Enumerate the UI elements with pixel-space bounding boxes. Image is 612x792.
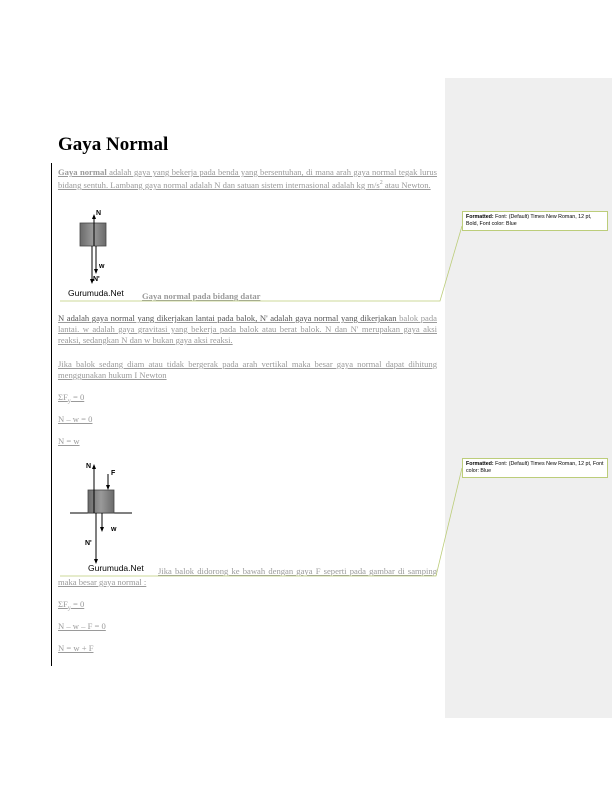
format-comment-label: Formatted: (466, 214, 494, 220)
intro-bold-lead: Gaya normal (58, 167, 107, 177)
equation-line-2b: N – w – F = 0 (58, 621, 106, 631)
watermark: Gurumuda.Net (68, 288, 124, 298)
page-title: Gaya Normal (58, 134, 169, 155)
connector-line-1 (60, 226, 462, 301)
label-N-prime: N' (93, 276, 100, 283)
figure1-caption: Gaya normal pada bidang datar (142, 291, 261, 301)
format-comment-label: Formatted: (466, 461, 494, 467)
equation-line-1b: N – w = 0 (58, 414, 93, 424)
label-N: N (96, 210, 102, 217)
paragraph-forces-rest: balok pada lantai. w adalah gaya gravitasi yang bekerja pada balok atau berat balok. N dan N' merupakan gaya aksi reaksi, sedangkan N dan w bukan gaya aksi reaksi. (58, 313, 437, 345)
paragraph-newton: Jika balok sedang diam atau tidak bergerak pada arah vertikal maka besar gaya normal dapat dihitung menggunakan hukum I Newton (58, 359, 437, 380)
equation-sum-2-prefix: ΣF (58, 599, 68, 609)
equation-sum-2-suffix: = 0 (70, 599, 85, 609)
format-comment-text: Font: (Default) Times New Roman, 12 pt, Bold, Font color: Blue (466, 214, 592, 227)
label-N: N (86, 463, 92, 470)
equation-sum-1-prefix: ΣF (58, 392, 68, 402)
format-comment-text: Font: (Default) Times New Roman, 12 pt, Font color: Blue (466, 461, 604, 474)
format-comment-balloon[interactable] (462, 211, 608, 231)
intro-tail: atau Newton. (382, 179, 431, 190)
intro-text: adalah gaya yang bekerja pada benda yang bersentuhan, di mana arah gaya normal tegak lurus bidang sentuh. Lambang gaya normal adalah N dan satuan sistem internasional adalah kg m/s (58, 167, 437, 190)
paragraph-forces-dark: N adalah gaya normal yang dikerjakan lantai pada balok, N' adalah gaya normal yang dikerjakan (58, 313, 397, 323)
watermark: Gurumuda.Net (88, 563, 144, 573)
equation-sum-1-sub: y (67, 398, 71, 405)
equation-sum-2-sub: y (67, 605, 71, 612)
intro-superscript: 2 (379, 180, 383, 186)
label-w: w (111, 526, 117, 533)
equation-line-2c: N = w + F (58, 643, 94, 653)
figure2-caption: Jika balok didorong ke bawah dengan gaya F seperti pada gambar di samping maka besar gaya normal : (58, 566, 437, 587)
label-w: w (99, 263, 105, 270)
label-F: F (111, 470, 116, 477)
equation-line-1c: N = w (58, 436, 80, 446)
label-N-prime: N' (85, 540, 92, 547)
equation-sum-1-suffix: = 0 (70, 392, 85, 402)
format-comment-balloon[interactable] (462, 458, 608, 478)
connector-line-2 (60, 468, 462, 576)
